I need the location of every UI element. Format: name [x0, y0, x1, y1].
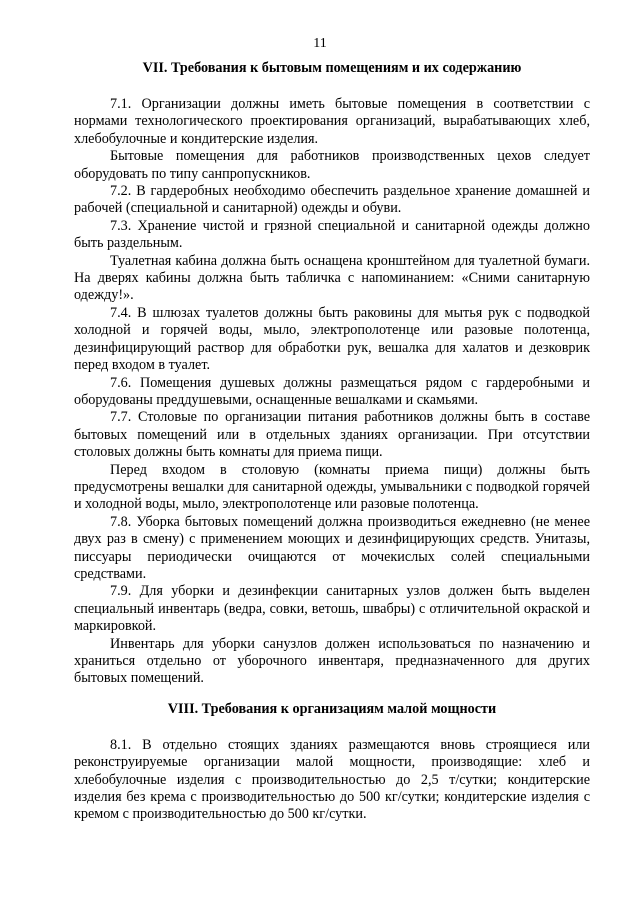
paragraph-7-3-note: Туалетная кабина должна быть оснащена кронштейном для туалетной бумаги. На дверях кабины должна быть табличка с напоминанием: «Сними санитарную одежду!». — [74, 252, 590, 304]
paragraph-7-3: 7.3. Хранение чистой и грязной специальной и санитарной одежды должно быть раздельным. — [74, 217, 590, 252]
paragraph-7-4: 7.4. В шлюзах туалетов должны быть раковины для мытья рук с подводкой холодной и горячей воды, мыло, электрополотенце или разовые полотенца, дезинфицирующий раствор для обработки рук, вешалка для халатов и дезковрик перед входом в туалет. — [74, 304, 590, 374]
paragraph-7-9: 7.9. Для уборки и дезинфекции санитарных узлов должен быть выделен специальный инвентарь (ведра, совки, ветошь, швабры) с отличительной окраской и маркировкой. — [74, 583, 590, 635]
paragraph-7-1-note: Бытовые помещения для работников производственных цехов следует оборудовать по типу санпропускников. — [74, 148, 590, 182]
document-body — [74, 60, 590, 824]
paragraph-7-9-note: Инвентарь для уборки санузлов должен использоваться по назначению и храниться отдельно от уборочного инвентаря, предназначенного для других бытовых помещений. — [74, 635, 590, 687]
paragraph-7-8: 7.8. Уборка бытовых помещений должна производиться ежедневно (не менее двух раз в смену) с применением моющих и дезинфицирующих средств. Унитазы, писсуары периодически очищаются от мочекислых солей специальными средствами. — [74, 513, 590, 582]
section-title-vii: VII. Требования к бытовым помещениям и их содержанию — [142, 60, 522, 76]
paragraph-8-1: 8.1. В отдельно стоящих зданиях размещаются вновь строящиеся или реконструируемые организации малой мощности, производящие: хлеб и хлебобулочные изделия с производительностью до 2,5 т/сутки; кондитерские изделия без крема с производительностью до 500 кг/сутки; кондитерские изделия с кремом с производительностью до 500 кг/сутки. — [74, 736, 590, 823]
paragraph-7-7-note: Перед входом в столовую (комнаты приема пищи) должны быть предусмотрены вешалки для санитарной одежды, умывальники с подводкой горячей и холодной воды, мыло, электрополотенце или разовые полотенца. — [74, 461, 590, 513]
section-title-viii: VIII. Требования к организациям малой мощности — [167, 700, 497, 717]
paragraph-7-1: 7.1. Организации должны иметь бытовые помещения в соответствии с нормами технологического проектирования организаций, вырабатывающих хлеб, хлебобулочные и кондитерские изделия. — [74, 96, 590, 147]
paragraph-7-6: 7.6. Помещения душевых должны размещаться рядом с гардеробными и оборудованы преддушевыми, оснащенные вешалками и скамьями. — [74, 374, 590, 408]
paragraph-7-2: 7.2. В гардеробных необходимо обеспечить раздельное хранение домашней и рабочей (специальной и санитарной) одежды и обуви. — [74, 183, 590, 217]
page-number: 11 — [313, 36, 327, 51]
paragraph-7-7: 7.7. Столовые по организации питания работников должны быть в составе бытовых помещений или в отдельных зданиях организации. При отсутствии столовых должны быть комнаты для приема пищи. — [74, 409, 590, 461]
